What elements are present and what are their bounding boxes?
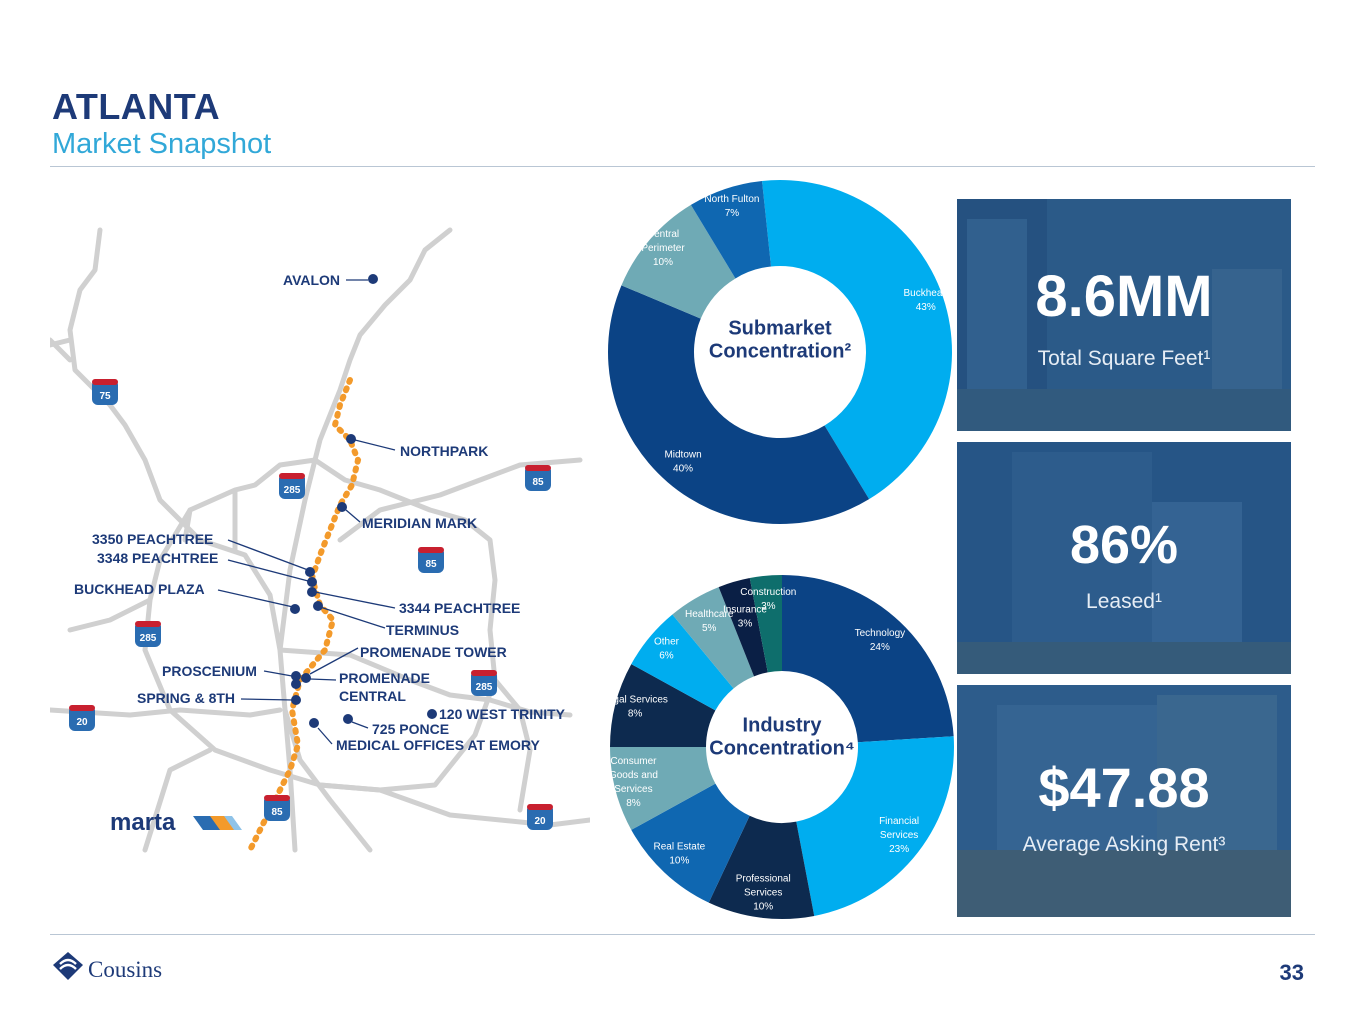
map-label-buckhead-plaza: BUCKHEAD PLAZA bbox=[74, 581, 205, 597]
svg-text:85: 85 bbox=[532, 477, 544, 488]
svg-text:285: 285 bbox=[139, 633, 157, 644]
cousins-logo bbox=[52, 950, 182, 989]
map-label-northpark: NORTHPARK bbox=[400, 443, 489, 459]
donut-slice-financial-services bbox=[796, 736, 954, 916]
map-label-3348-peachtree: 3348 PEACHTREE bbox=[97, 550, 219, 566]
highway-shield-icon bbox=[527, 804, 553, 830]
page-number: 33 bbox=[1279, 960, 1304, 985]
stat-value: 8.6MM bbox=[1035, 264, 1213, 329]
slice-label: Real Estate 10% bbox=[653, 841, 706, 867]
map-label-central: CENTRAL bbox=[339, 688, 406, 704]
atlanta-map bbox=[50, 210, 590, 860]
stat-caption: Total Square Feet¹ bbox=[1037, 347, 1211, 370]
stat-panel-asking-rent bbox=[957, 685, 1291, 917]
slice-label: Construction 3% bbox=[740, 587, 797, 613]
svg-text:85: 85 bbox=[425, 559, 437, 570]
slice-label: Healthcare 5% bbox=[685, 608, 734, 634]
slice-label: Insurance 3% bbox=[723, 604, 767, 630]
map-label-proscenium: PROSCENIUM bbox=[162, 663, 257, 679]
industry-donut-chart bbox=[600, 571, 960, 931]
chart-title: Industry Concentration⁴ bbox=[709, 714, 855, 760]
chart-title: Submarket Concentration² bbox=[708, 317, 852, 363]
svg-text:75: 75 bbox=[99, 391, 111, 402]
cousins-logo-icon bbox=[53, 952, 83, 980]
highway-shield-icon bbox=[525, 465, 551, 491]
highway-shield-icon bbox=[92, 379, 118, 405]
slice-label: Financial Services 23% bbox=[879, 815, 920, 855]
header-divider bbox=[50, 166, 1315, 167]
slice-label: Legal Services 8% bbox=[602, 694, 668, 720]
slice-label: Central Perimeter 10% bbox=[641, 229, 685, 269]
slice-label: Midtown 40% bbox=[664, 449, 702, 475]
map-label-medical-offices-emory: MEDICAL OFFICES AT EMORY bbox=[336, 737, 540, 753]
map-label-725-ponce: 725 PONCE bbox=[372, 721, 450, 737]
slice-label: Buckhead 43% bbox=[903, 287, 948, 313]
stat-caption: Leased¹ bbox=[1086, 590, 1162, 613]
svg-text:285: 285 bbox=[475, 682, 493, 693]
footer-divider bbox=[50, 934, 1315, 935]
slice-label: North Fulton 7% bbox=[704, 194, 760, 220]
page-subtitle: Market Snapshot bbox=[52, 128, 272, 160]
map-label-promenade: PROMENADE bbox=[339, 670, 431, 686]
map-label-promenade-tower: PROMENADE TOWER bbox=[360, 644, 507, 660]
map-label-meridian-mark: MERIDIAN MARK bbox=[362, 515, 478, 531]
highway-shield-icon bbox=[69, 705, 95, 731]
slice-label: Consumer Goods and Services 8% bbox=[608, 756, 658, 810]
highway-shield-icon bbox=[135, 621, 161, 647]
map-label-3344-peachtree: 3344 PEACHTREE bbox=[399, 600, 521, 616]
map-label-spring-8th: SPRING & 8TH bbox=[137, 690, 236, 706]
slice-label: Professional Services 10% bbox=[735, 873, 791, 913]
map-label-3350-peachtree: 3350 PEACHTREE bbox=[92, 531, 214, 547]
map-label-terminus: TERMINUS bbox=[386, 622, 460, 638]
company-name: Cousins bbox=[88, 957, 163, 982]
slice-label: Other 6% bbox=[653, 636, 679, 662]
stat-panel-square-feet bbox=[957, 199, 1291, 431]
highway-shield-icon bbox=[264, 795, 290, 821]
map-label-avalon: AVALON bbox=[283, 272, 341, 288]
submarket-donut-chart bbox=[600, 176, 960, 536]
svg-text:85: 85 bbox=[271, 807, 283, 818]
highway-shield-icon bbox=[418, 547, 444, 573]
svg-text:marta: marta bbox=[110, 809, 176, 836]
stat-caption: Average Asking Rent³ bbox=[1022, 833, 1226, 856]
map-label-120-west-trinity: 120 WEST TRINITY bbox=[439, 706, 566, 722]
stat-value: $47.88 bbox=[1038, 756, 1210, 819]
slice-label: Technology 24% bbox=[854, 627, 906, 653]
highway-shield-icon bbox=[279, 473, 305, 499]
svg-text:20: 20 bbox=[76, 717, 88, 728]
svg-text:20: 20 bbox=[534, 816, 546, 827]
stat-value: 86% bbox=[1069, 515, 1179, 575]
highway-shield-icon bbox=[471, 670, 497, 696]
svg-text:285: 285 bbox=[283, 485, 301, 496]
page-title: ATLANTA bbox=[52, 86, 221, 127]
stat-panel-leased bbox=[957, 442, 1291, 674]
marta-logo bbox=[110, 809, 242, 836]
